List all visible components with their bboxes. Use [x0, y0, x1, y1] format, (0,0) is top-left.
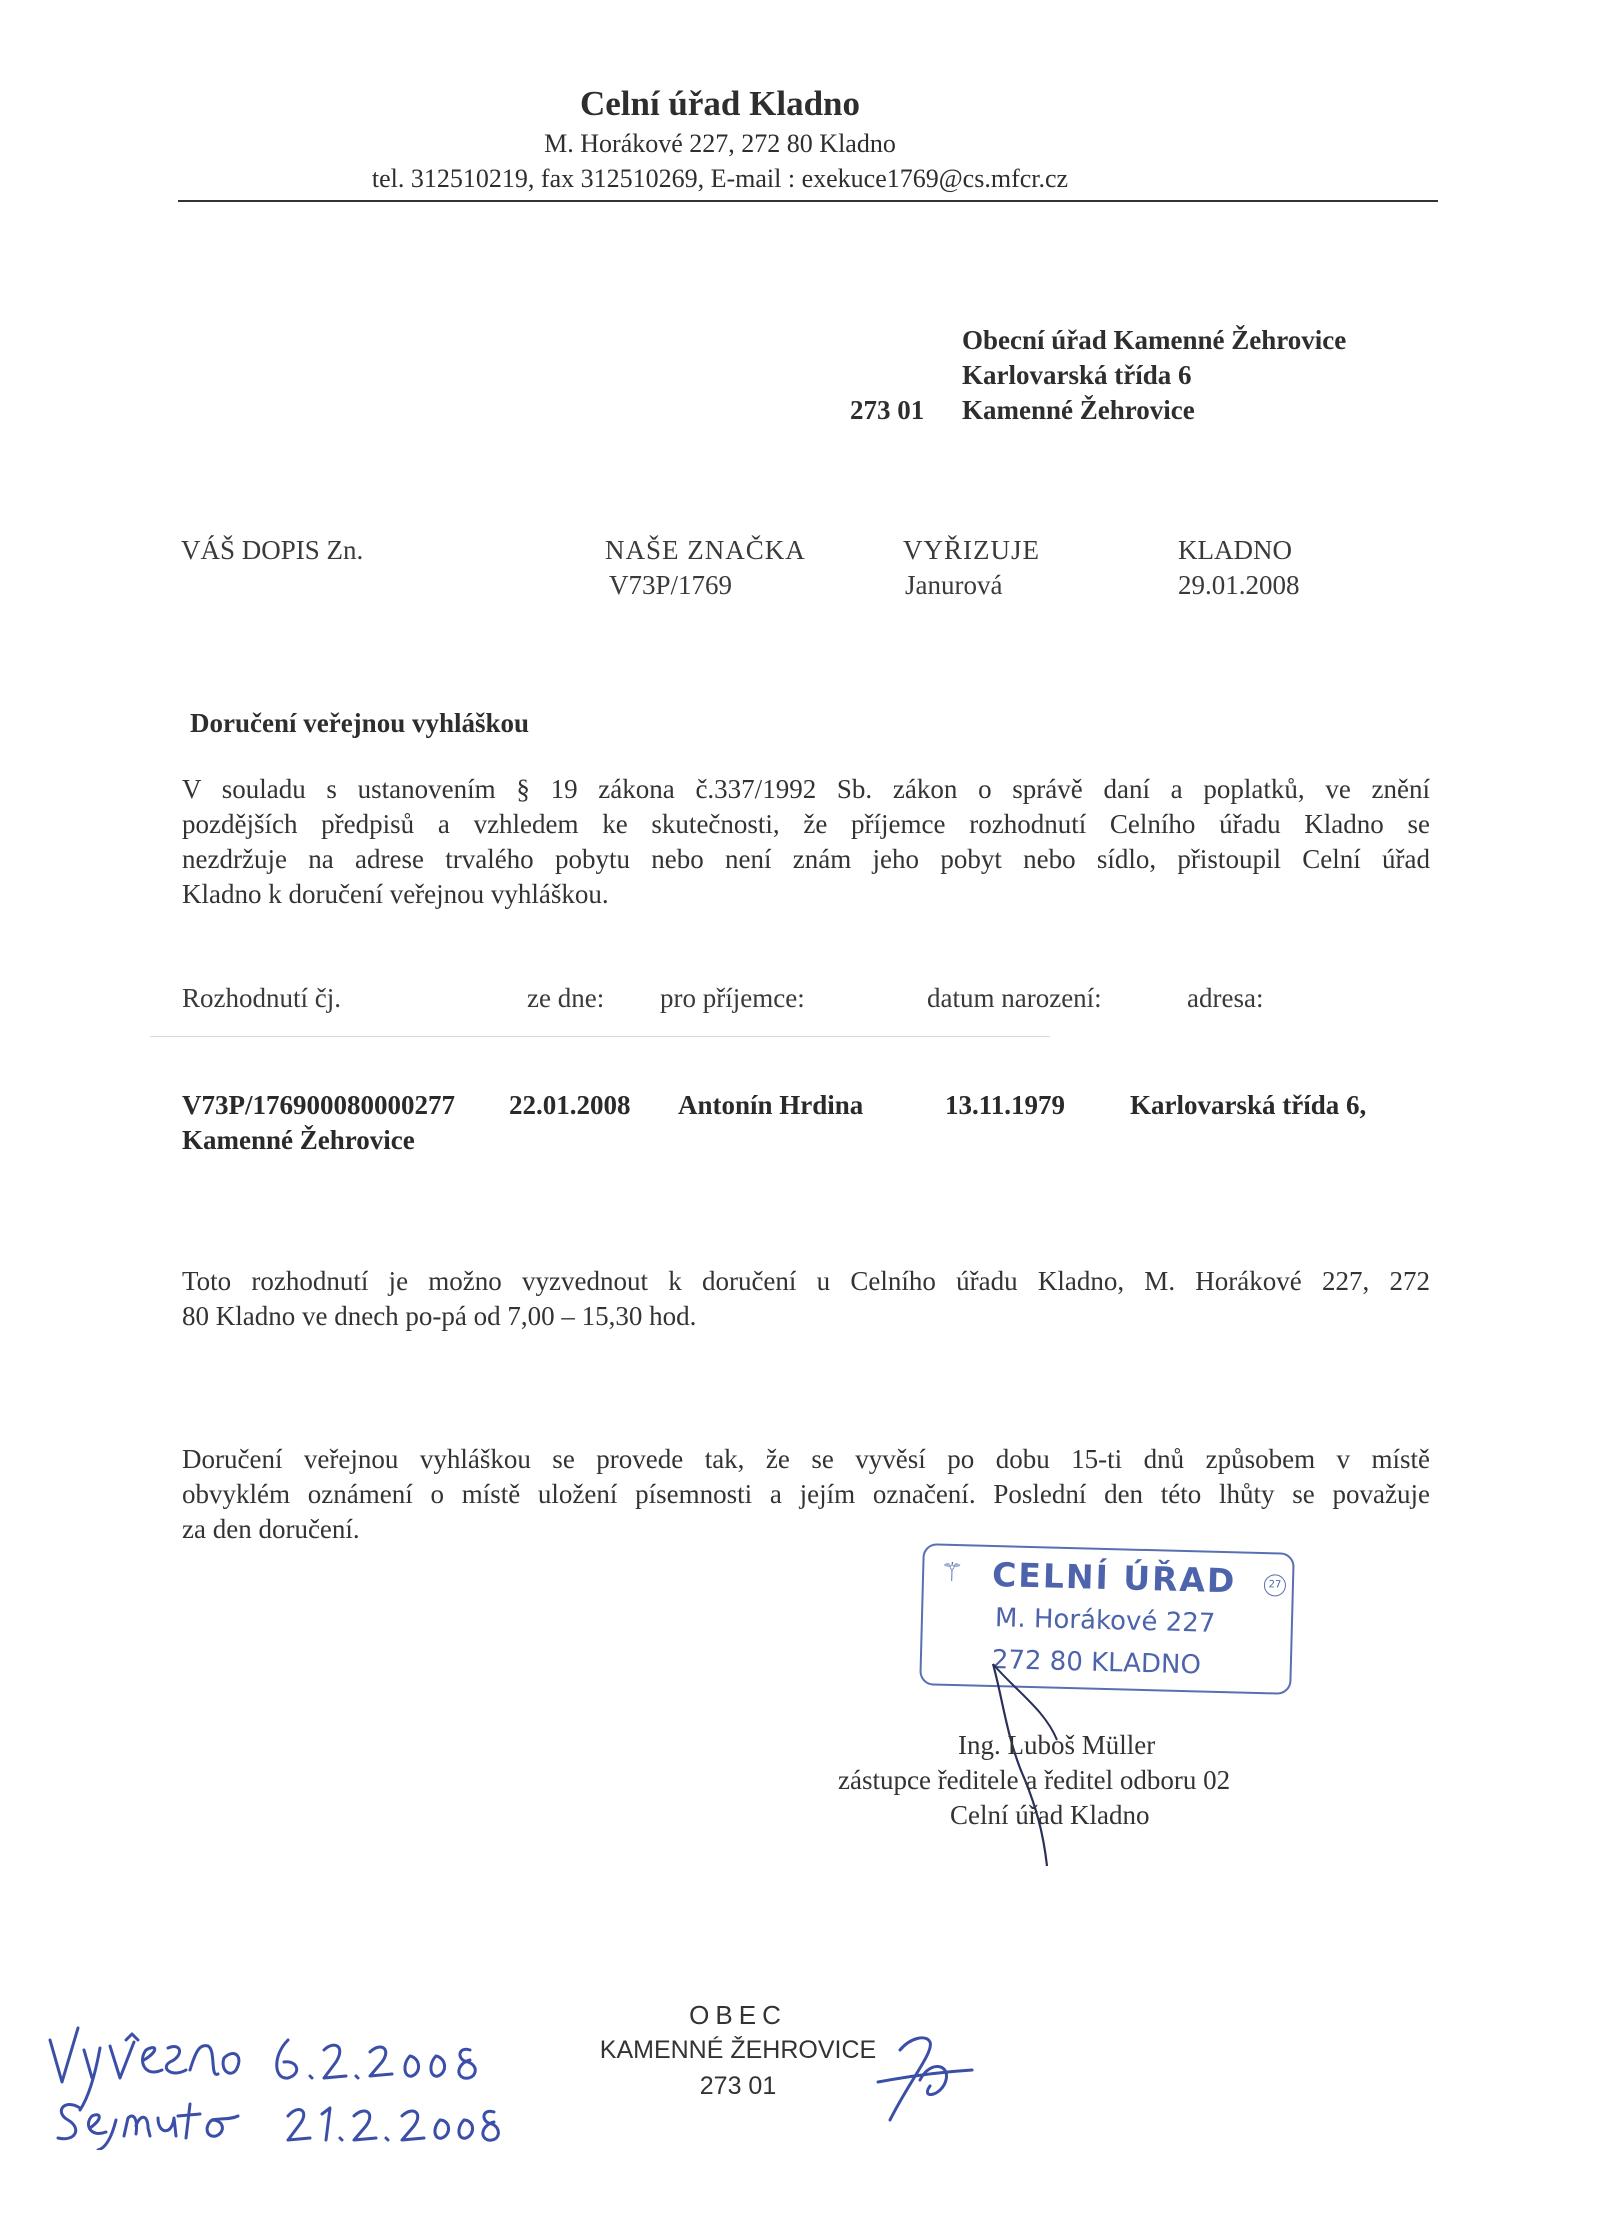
our-reference-value: V73P/1769 [609, 570, 733, 600]
decision-birth-date: 13.11.1979 [945, 1090, 1066, 1120]
letterhead-divider [178, 200, 1438, 202]
paragraph-line: Kladno k doručení veřejnou vyhláškou. [182, 879, 609, 909]
customs-office-stamp [919, 1543, 1295, 1695]
handled-by-value: Janurová [905, 570, 1003, 600]
paragraph-line: obvyklém oznámení o místě uložení písemnosti a jejím označení. Poslední den této lhůty se považuje [182, 1479, 1430, 1509]
recipient-city: Kamenné Žehrovice [962, 395, 1195, 425]
col-header-address: adresa: [1187, 983, 1264, 1013]
issuer-name: Celní úřad Kladno [579, 84, 861, 123]
col-header-decision: Rozhodnutí čj. [182, 983, 341, 1013]
table-divider [150, 1036, 1050, 1037]
paragraph-line: Doručení veřejnou vyhláškou se provede tak, že se vyvěsí po dobu 15-ti dnů způsobem v místě [182, 1444, 1430, 1474]
stamp-city: 272 80 KLADNO [991, 1645, 1202, 1681]
decision-address-line2: Kamenné Žehrovice [182, 1125, 415, 1155]
village-stamp-line2: KAMENNÉ ŽEHROVICE [599, 2036, 877, 2064]
col-header-date: ze dne: [527, 983, 605, 1013]
delivery-paragraph [182, 1442, 1430, 1547]
recipient-zip: 273 01 [850, 395, 925, 425]
stamp-office: CELNÍ ÚŘAD [991, 1554, 1237, 1601]
decision-date: 22.01.2008 [509, 1090, 631, 1120]
handwritten-initials [870, 2020, 980, 2130]
signatory-name: Ing. Luboš Müller [958, 1730, 1156, 1760]
your-letter-label: VÁŠ DOPIS Zn. [181, 535, 364, 565]
recipient-name: Obecní úřad Kamenné Žehrovice [962, 325, 1347, 355]
stamp-street: M. Horákové 227 [994, 1603, 1216, 1639]
issuer-address: M. Horákové 227, 272 80 Kladno [544, 129, 896, 158]
paragraph-line: Toto rozhodnutí je možno vyzvednout k doručení u Celního úřadu Kladno, M. Horákové 227, 272 [182, 1266, 1430, 1296]
paragraph-line: pozdějších předpisů a vzhledem ke skutečnosti, že příjemce rozhodnutí Celního úřadu Kladno se [182, 809, 1430, 839]
handwritten-posting-notes [40, 2000, 500, 2150]
decision-reference: V73P/176900080000277 [182, 1090, 455, 1120]
col-header-recipient: pro příjemce: [660, 983, 805, 1013]
legal-basis-paragraph [182, 772, 1430, 912]
signatory-title: zástupce ředitele a ředitel odboru 02 [838, 1765, 1231, 1795]
issuer-contact: tel. 312510219, fax 312510269, E-mail : exekuce1769@cs.mfcr.cz [371, 164, 1069, 193]
village-stamp-line3: 273 01 [699, 2072, 777, 2100]
pickup-paragraph [182, 1264, 1430, 1334]
decision-recipient: Antonín Hrdina [678, 1090, 864, 1120]
village-stamp-line1: OBEC [689, 2000, 787, 2030]
subject-line: Doručení veřejnou vyhláškou [190, 708, 530, 738]
decision-address-line1: Karlovarská třída 6, [1130, 1090, 1367, 1120]
place-label: KLADNO [1178, 535, 1292, 565]
paragraph-line: za den doručení. [182, 1514, 360, 1544]
recipient-street: Karlovarská třída 6 [962, 360, 1192, 390]
handled-by-label: VYŘIZUJE [903, 535, 1040, 565]
our-reference-label: NAŠE ZNAČKA [605, 535, 806, 565]
signatory-office: Celní úřad Kladno [950, 1800, 1150, 1830]
paragraph-line: V souladu s ustanovením § 19 zákona č.337/1992 Sb. zákon o správě daní a poplatků, ve znění [182, 774, 1430, 804]
paragraph-line: nezdržuje na adrese trvalého pobytu nebo není znám jeho pobyt nebo sídlo, přistoupil Celní úřad [182, 844, 1430, 874]
emblem-icon: ⚚ [939, 1557, 964, 1589]
col-header-birth-date: datum narození: [927, 983, 1102, 1013]
letter-date: 29.01.2008 [1178, 570, 1300, 600]
paragraph-line: 80 Kladno ve dnech po-pá od 7,00 – 15,30 hod. [182, 1301, 697, 1331]
stamp-number: 27 [1264, 1574, 1287, 1597]
